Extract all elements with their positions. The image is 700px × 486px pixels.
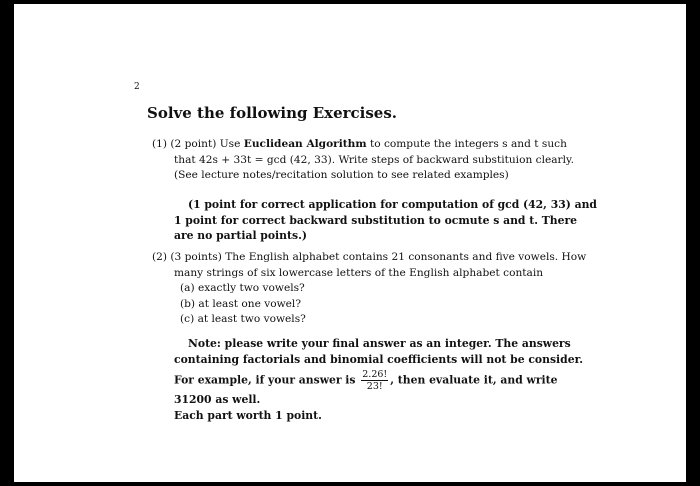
note-line-1: Note: please write your final answer as an integer. The answers	[188, 337, 571, 350]
q1-label: (1)	[152, 138, 168, 150]
fraction-denominator: 23!	[366, 381, 383, 392]
fraction-numerator: 2.26!	[362, 369, 388, 380]
question-2	[152, 250, 622, 328]
q2-part-a: (a) exactly two vowels?	[180, 282, 305, 294]
q1-line-1-rest: to compute the integers s and t such	[366, 138, 567, 150]
q2-line-1	[152, 250, 622, 266]
q1-points: (2 point) Use	[170, 138, 244, 150]
note-line-4: 31200 as well.	[174, 393, 261, 406]
q1-line-3: (See lecture notes/recitation solution to see related examples)	[174, 169, 509, 181]
q1-grading-1: (1 point for correct application for computation of gcd (42, 33) and	[188, 198, 597, 211]
example-fraction	[361, 369, 388, 392]
page-number: 2	[134, 82, 140, 92]
q1-line-1	[152, 137, 612, 153]
note-line-2: containing factorials and binomial coefficients will not be consider.	[174, 352, 584, 366]
note-line-3	[174, 369, 614, 392]
q1-method: Euclidean Algorithm	[243, 138, 367, 150]
q2-line-2: many strings of six lowercase letters of the English alphabet contain	[174, 266, 544, 279]
q2-line-1-text: (3 points) The English alphabet contains 21 consonants and five vowels. How	[170, 251, 587, 263]
question-1	[152, 137, 612, 184]
document-page	[14, 4, 686, 482]
q2-part-b: (b) at least one vowel?	[180, 297, 301, 310]
note-line-3-post: , then evaluate it, and write	[390, 373, 558, 387]
q1-grading-2: 1 point for correct backward substitution to ocmute s and t. There	[174, 213, 578, 227]
q2-label: (2)	[152, 251, 168, 263]
q2-part-c: (c) at least two vowels?	[180, 313, 306, 325]
q1-grading	[174, 197, 614, 244]
note-block	[174, 336, 614, 423]
q1-line-2: that 42s + 33t = gcd (42, 33). Write steps of backward substituion clearly.	[174, 153, 574, 166]
note-line-3-pre: For example, if your answer is	[174, 373, 356, 387]
note-line-5: Each part worth 1 point.	[174, 408, 322, 422]
q1-grading-3: are no partial points.)	[174, 229, 307, 242]
page-title: Solve the following Exercises.	[147, 104, 398, 122]
